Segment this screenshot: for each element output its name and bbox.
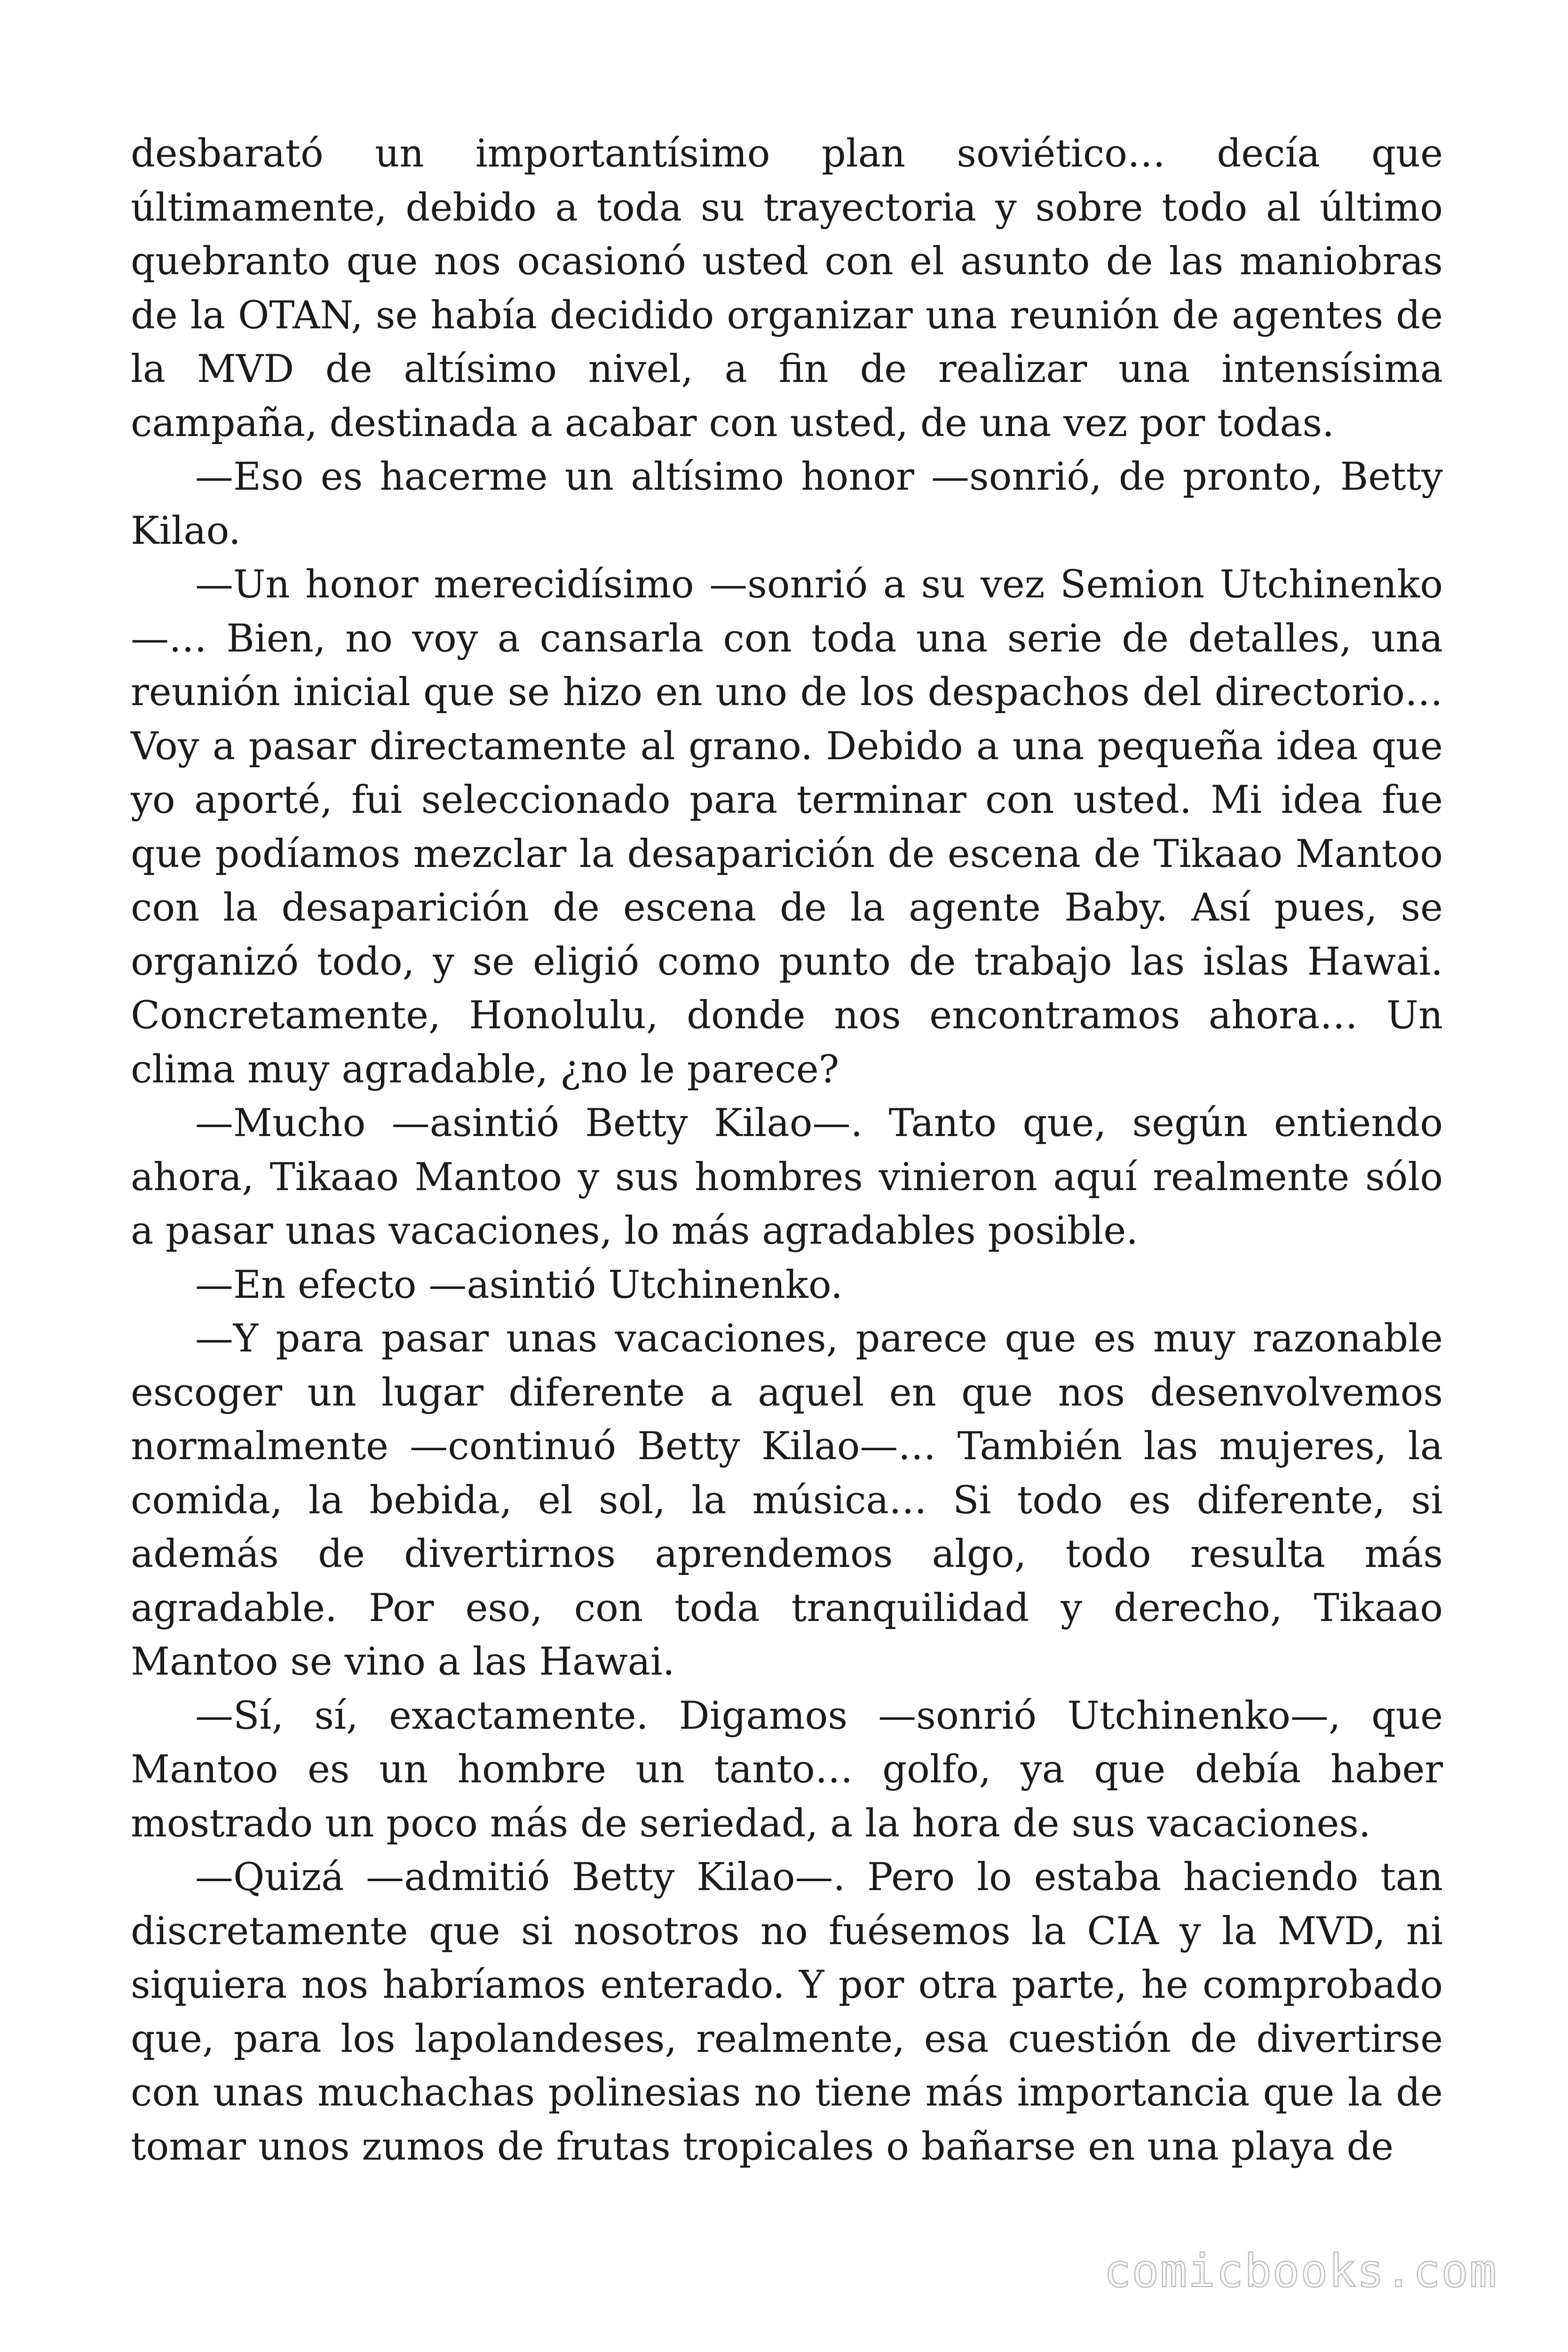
- site-watermark: comicbooks.com: [1103, 2245, 1497, 2297]
- dialog-paragraph: —Mucho —asintió Betty Kilao—. Tanto que, según entiendo ahora, Tikaao Mantoo y sus hombres vinieron aquí realmente sólo a pasar unas vacaciones, lo más agradables posible.: [131, 1101, 1443, 1253]
- dialog-paragraph: —Quizá —admitió Betty Kilao—. Pero lo estaba haciendo tan discretamente que si nosotros no fuésemos la CIA y la MVD, ni siquiera nos habríamos enterado. Y por otra parte, he comprobado que, para los lapolandeses, realmente, esa cuestión de divertirse con unas muchachas polinesias no tiene más importancia que la de tomar unos zumos de frutas tropicales o bañarse en una playa de: [131, 1855, 1443, 2169]
- dialog-paragraph: —Eso es hacerme un altísimo honor —sonrió, de pronto, Betty Kilao.: [131, 455, 1443, 553]
- dialog-paragraph: —Sí, sí, exactamente. Digamos —sonrió Utchinenko—, que Mantoo es un hombre un tanto… golfo, ya que debía haber mostrado un poco más de seriedad, a la hora de sus vacaciones.: [131, 1693, 1443, 1846]
- dialog-paragraph: —En efecto —asintió Utchinenko.: [195, 1263, 843, 1307]
- dialog-paragraph: —Un honor merecidísimo —sonrió a su vez Semion Utchinenko —… Bien, no voy a cansarla con toda una serie de detalles, una reunión inicial que se hizo en uno de los despachos del directorio… Voy a pasar directamente al grano. Debido a una pequeña idea que yo aporté, fui seleccionado para terminar con usted. Mi idea fue que podíamos mezclar la desaparición de escena de Tikaao Mantoo con la desaparición de escena de la agente Baby. Así pues, se organizó todo, y se eligió como punto de trabajo las islas Hawai. Concretamente, Honolulu, donde nos encontramos ahora… Un clima muy agradable, ¿no le parece?: [131, 563, 1443, 1092]
- page-body: [131, 127, 1443, 2174]
- paragraph-continuation: desbarató un importantísimo plan soviético… decía que últimamente, debido a toda su trayectoria y sobre todo al último quebranto que nos ocasionó usted con el asunto de las maniobras de la OTAN, se había decidido organizar una reunión de agentes de la MVD de altísimo nivel, a fin de realizar una intensísima campaña, destinada a acabar con usted, de una vez por todas.: [131, 132, 1443, 445]
- dialog-paragraph: —Y para pasar unas vacaciones, parece que es muy razonable escoger un lugar diferente a aquel en que nos desenvolvemos normalmente —continuó Betty Kilao—… También las mujeres, la comida, la bebida, el sol, la música… Si todo es diferente, si además de divertirnos aprendemos algo, todo resulta más agradable. Por eso, con toda tranquilidad y derecho, Tikaao Mantoo se vino a las Hawai.: [131, 1317, 1443, 1684]
